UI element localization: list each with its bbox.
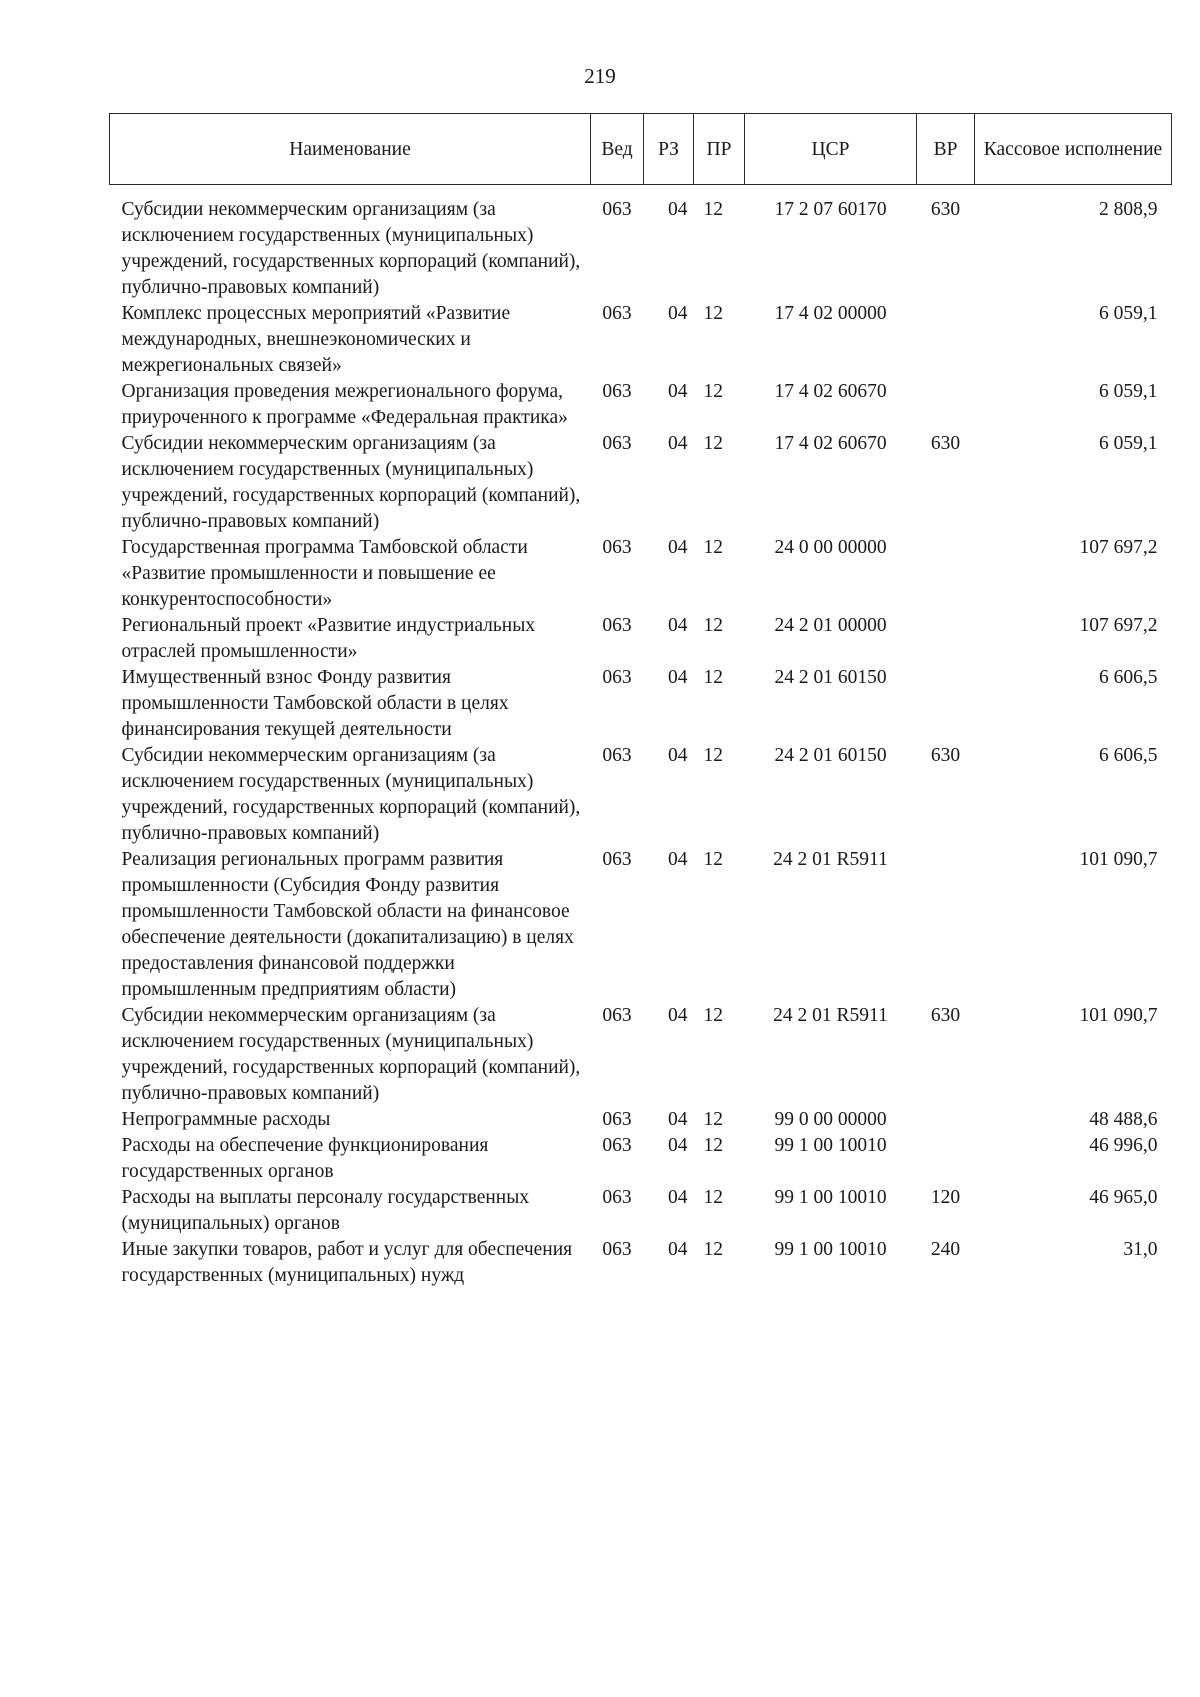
row-csr: 17 2 07 60170 [774,199,887,220]
row-vr [917,535,975,613]
row-name: Имущественный взнос Фонду развития промышленности Тамбовской области в целях финансирования текущей деятельности [121,667,509,740]
row-rz: 04 [668,745,688,766]
row-ved: 063 [602,1187,632,1208]
table-row [110,379,1172,431]
row-name: Субсидии некоммерческим организациям (за исключением государственных (муниципальных) учреждений, государственных корпораций (компаний), публично-правовых компаний) [121,1005,581,1104]
row-ved: 063 [602,667,632,688]
table-row [110,1185,1172,1237]
row-ved: 063 [602,1239,632,1260]
row-csr: 99 1 00 10010 [774,1239,887,1260]
row-rz: 04 [668,667,688,688]
row-csr: 99 0 00 00000 [774,1109,887,1130]
row-pr: 12 [703,433,723,454]
row-ved: 063 [602,745,632,766]
row-amount: 6 059,1 [1099,303,1158,324]
row-name: Иные закупки товаров, работ и услуг для обеспечения государственных (муниципальных) нужд [121,1239,573,1286]
row-csr: 17 4 02 60670 [774,433,887,454]
row-vr: 240 [930,1239,961,1260]
row-pr: 12 [703,199,723,220]
row-amount: 46 996,0 [1089,1135,1158,1156]
row-pr: 12 [703,745,723,766]
row-vr [917,1107,975,1133]
row-name: Субсидии некоммерческим организациям (за исключением государственных (муниципальных) учреждений, государственных корпораций (компаний), публично-правовых компаний) [121,745,581,844]
row-csr: 24 2 01 R5911 [773,849,888,870]
row-ved: 063 [602,303,632,324]
budget-table [109,113,1172,1289]
row-vr: 630 [930,199,961,220]
row-ved: 063 [602,537,632,558]
row-rz: 04 [668,1239,688,1260]
row-csr: 24 2 01 R5911 [773,1005,888,1026]
row-amount: 6 606,5 [1099,667,1158,688]
row-amount: 6 059,1 [1099,381,1158,402]
row-rz: 04 [668,849,688,870]
row-pr: 12 [703,537,723,558]
row-pr: 12 [703,667,723,688]
row-rz: 04 [668,381,688,402]
table-row [110,1107,1172,1133]
row-name: Расходы на обеспечение функционирования государственных органов [121,1135,489,1182]
row-vr [917,379,975,431]
row-vr [917,613,975,665]
row-csr: 99 1 00 10010 [774,1135,887,1156]
row-csr: 99 1 00 10010 [774,1187,887,1208]
row-name: Региональный проект «Развитие индустриальных отраслей промышленности» [121,615,536,662]
row-pr: 12 [703,1135,723,1156]
table-row [110,535,1172,613]
row-vr [917,665,975,743]
table-row [110,665,1172,743]
table-row [110,1133,1172,1185]
row-csr: 17 4 02 00000 [774,303,887,324]
row-amount: 6 606,5 [1099,745,1158,766]
row-name: Государственная программа Тамбовской области «Развитие промышленности и повышение ее конкурентоспособности» [121,537,528,610]
row-ved: 063 [602,433,632,454]
row-amount: 101 090,7 [1079,1005,1158,1026]
row-vr: 120 [930,1187,961,1208]
row-name: Непрограммные расходы [121,1109,331,1130]
row-amount: 2 808,9 [1099,199,1158,220]
row-vr: 630 [930,745,961,766]
header-pr: ПР [694,114,745,185]
row-amount: 48 488,6 [1089,1109,1158,1130]
row-amount: 101 090,7 [1079,849,1158,870]
row-csr: 24 2 01 60150 [774,667,887,688]
row-amount: 6 059,1 [1099,433,1158,454]
row-ved: 063 [602,1135,632,1156]
row-pr: 12 [703,303,723,324]
table-header-row [110,114,1172,185]
row-name: Расходы на выплаты персоналу государственных (муниципальных) органов [121,1187,530,1234]
row-vr: 630 [930,433,961,454]
header-rz: РЗ [644,114,694,185]
row-rz: 04 [668,1135,688,1156]
row-csr: 24 0 00 00000 [774,537,887,558]
row-name: Комплекс процессных мероприятий «Развитие международных, внешнеэкономических и межрегиональных связей» [121,303,511,376]
row-pr: 12 [703,381,723,402]
table-row [110,613,1172,665]
row-ved: 063 [602,381,632,402]
row-amount: 107 697,2 [1079,615,1158,636]
header-amount: Кассовое исполнение [975,114,1172,185]
row-pr: 12 [703,849,723,870]
row-ved: 063 [602,1109,632,1130]
header-ved: Вед [591,114,644,185]
row-rz: 04 [668,537,688,558]
row-vr: 630 [930,1005,961,1026]
row-pr: 12 [703,1187,723,1208]
row-vr [917,1133,975,1185]
table-row [110,1003,1172,1107]
table-row [110,301,1172,379]
row-csr: 24 2 01 00000 [774,615,887,636]
row-pr: 12 [703,1109,723,1130]
row-rz: 04 [668,199,688,220]
row-rz: 04 [668,1109,688,1130]
table-row [110,743,1172,847]
table-row [110,1237,1172,1289]
row-rz: 04 [668,615,688,636]
row-csr: 17 4 02 60670 [774,381,887,402]
row-name: Субсидии некоммерческим организациям (за исключением государственных (муниципальных) учреждений, государственных корпораций (компаний), публично-правовых компаний) [121,433,581,532]
row-ved: 063 [602,849,632,870]
row-ved: 063 [602,1005,632,1026]
row-rz: 04 [668,1187,688,1208]
row-pr: 12 [703,615,723,636]
header-vr: ВР [917,114,975,185]
header-csr: ЦСР [745,114,917,185]
row-rz: 04 [668,303,688,324]
table-row [110,431,1172,535]
row-csr: 24 2 01 60150 [774,745,887,766]
row-name: Организация проведения межрегионального форума, приуроченного к программе «Федеральная практика» [121,381,568,428]
row-pr: 12 [703,1005,723,1026]
row-ved: 063 [602,615,632,636]
row-name: Реализация региональных программ развития промышленности (Субсидия Фонду развития промышленности Тамбовской области на финансовое обеспечение деятельности (докапитализацию) в целях предоставления финансовой поддержки промышленным предприятиям области) [121,849,574,1000]
row-vr [917,847,975,1003]
row-name: Субсидии некоммерческим организациям (за исключением государственных (муниципальных) учреждений, государственных корпораций (компаний), публично-правовых компаний) [121,199,581,298]
row-amount: 46 965,0 [1089,1187,1158,1208]
table-body [110,185,1172,1290]
row-amount: 107 697,2 [1079,537,1158,558]
row-rz: 04 [668,433,688,454]
header-name: Наименование [110,114,591,185]
row-rz: 04 [668,1005,688,1026]
row-amount: 31,0 [1123,1239,1158,1260]
table-row [110,185,1172,302]
row-ved: 063 [602,199,632,220]
table-row [110,847,1172,1003]
row-vr [917,301,975,379]
row-pr: 12 [703,1239,723,1260]
page-number: 219 [584,64,616,88]
